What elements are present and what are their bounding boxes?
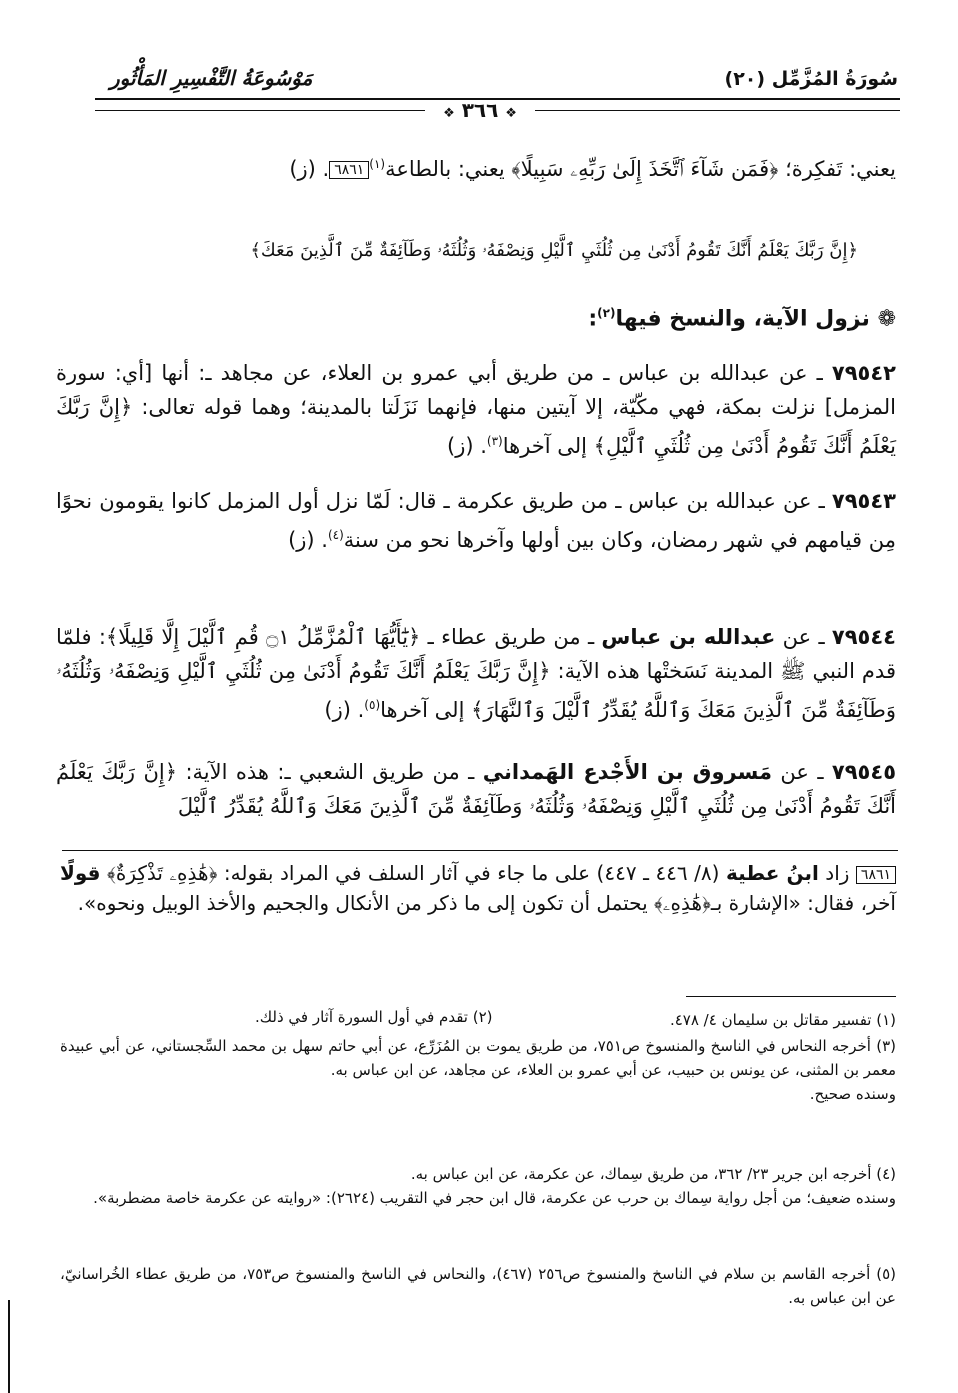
- narration-suffix: . (ز): [324, 698, 365, 722]
- footnote-marker: (٣): [486, 434, 503, 448]
- intro-text: يعني: تَفكِرة؛ ﴿فَمَن شَآءَ ٱتَّخَذَ إِلَىٰ رَبِّهِۦ سَبِيلًا﴾ يعني: بالطاعة: [385, 157, 896, 181]
- footnote-2: (٢) تقدم في أول السورة آثار في ذلك.: [255, 1008, 493, 1026]
- section-heading-text: نزول الآية، والنسخ فيها: [615, 306, 870, 332]
- ornament-icon: ❖: [443, 106, 455, 121]
- narration-paragraph: [56, 356, 896, 463]
- footnote-5: (٥) أخرجه القاسم بن سلام في الناسخ والمنسوخ ص٢٥٦ (٤٦٧)، والنحاس في الناسخ والمنسوخ ص٧٥٣، من طريق عطاء الخُراسانيّ، عن ابن عباس به.: [60, 1265, 896, 1307]
- narration-text: ـ عن: [775, 625, 832, 649]
- footnote-marker: (٢): [597, 306, 616, 320]
- narration-text: ـ عن عبدالله بن عباس ـ من طريق أبي عمرو بن العلاء، عن مجاهد ـ: أنها [أي: سورة المزمل] نزلت بمكة، فهي مكّيّة، إلا آيتين منها، فإنهما نَزَلَتا بالمدينة؛ وهما قوله تعالى: ﴿إِنَّ رَبَّكَ يَعْلَمُ أَنَّكَ تَقُومُ أَدْنَىٰ مِن ثُلُثَيِ ٱلَّيْلِ﴾ إلى آخرها: [56, 361, 896, 458]
- narration-suffix: . (ز): [288, 528, 328, 552]
- narrator-name: عبدالله بن عباس: [601, 625, 776, 649]
- footnote-4-grade: وسنده ضعيف؛ من أجل رواية سِماك بن حرب عن عكرمة، قال ابن حجر في التقريب (٢٦٢٤): «روايته عن عكرمة خاصة مضطربة».: [93, 1189, 896, 1207]
- book-title: مَوْسُوعَةُ التَّفْسِيرِ المَأْثُور: [110, 66, 313, 90]
- editorial-note: [60, 858, 896, 918]
- page-number: ٣٦٦: [461, 98, 499, 122]
- scholar-name: ابنُ عطية: [725, 861, 819, 885]
- reference-box: ٦٨٦١: [329, 161, 369, 179]
- note-text: زاد: [818, 861, 856, 885]
- footnote-3: [60, 1034, 896, 1106]
- intro-line: [289, 147, 896, 186]
- intro-suffix: . (ز): [289, 157, 330, 181]
- narration-text: ـ عن عبدالله بن عباس ـ من طريق عكرمة ـ قال: لَمّا نزل أول المزمل كانوا يقومون نحوًا مِن قيامهم في شهر رمضان، وكان بين أولها وآخرها نحو من سنة: [56, 489, 896, 552]
- footnote-3-grade: وسنده صحيح.: [809, 1085, 896, 1103]
- surah-title: سُورَةُ المُزَّمِّل (٢٠): [724, 68, 898, 90]
- heading-colon: :: [588, 306, 598, 332]
- narrator-name: مَسروق بن الأَجْدع الهَمداني: [482, 760, 772, 784]
- narration-suffix: . (ز): [447, 434, 487, 458]
- narration-paragraph: [56, 620, 896, 727]
- narration-text-cont: ـ من طريق عطاء ـ ﴿يَٰٓأَيُّهَا ٱلْمُزَّمِّلُ ۝١ قُمِ ٱلَّيْلَ إِلَّا قَلِيلًا﴾: فلمّا قدم النبي ﷺ المدينة نَسَختْها هذه الآية: ﴿إِنَّ رَبَّكَ يَعْلَمُ أَنَّكَ تَقُومُ أَدْنَىٰ مِن ثُلُثَيِ ٱلَّيْلِ وَنِصْفَهُۥ وَثُلُثَهُۥ وَطَآئِفَةٌ مِّنَ ٱلَّذِينَ مَعَكَ وَٱللَّهُ يُقَدِّرُ ٱلَّيْلَ وَٱلنَّهَارَ﴾ إلى آخرها: [56, 625, 896, 722]
- narration-number: ٧٩٥٤٣: [831, 489, 896, 513]
- footnote-4-source: (٤) أخرجه ابن جرير ٢٣/ ٣٦٢، من طريق سِماك، عن عكرمة، عن ابن عباس به.: [410, 1165, 896, 1183]
- narration-paragraph: [56, 755, 896, 823]
- footnote-1: (١) تفسير مقاتل بن سليمان ٤/ ٤٧٨.: [669, 1011, 896, 1029]
- footnote-marker: (١): [369, 157, 386, 171]
- narration-text: ـ عن: [771, 760, 832, 784]
- section-heading: [588, 306, 896, 331]
- narration-paragraph: [56, 484, 896, 557]
- narration-number: ٧٩٥٤٤: [831, 625, 896, 649]
- footnote-rule: [686, 996, 896, 997]
- note-text-end: آخر، فقال: «الإشارة بـ﴿هَٰذِهِۦ﴾ يحتمل أن تكون إلى ما ذكر من الأنكال والجحيم والأخذ الوبيل ونحوه».: [77, 891, 896, 915]
- scan-edge: [8, 1300, 10, 1393]
- narration-number: ٧٩٥٤٥: [831, 760, 897, 784]
- narration-text-cont: ـ من طريق الشعبي ـ: هذه الآية: ﴿إِنَّ رَبَّكَ يَعْلَمُ أَنَّكَ تَقُومُ أَدْنَىٰ مِن ثُلُثَيِ ٱلَّيْلِ وَنِصْفَهُۥ وَثُلُثَهُۥ وَطَآئِفَةٌ مِّنَ ٱلَّذِينَ مَعَكَ وَٱللَّهُ يُقَدِّرُ ٱلَّيْلَ: [56, 760, 896, 818]
- ayah-line: ﴿إِنَّ رَبَّكَ يَعْلَمُ أَنَّكَ تَقُومُ أَدْنَىٰ مِن ثُلُثَيِ ٱلَّيْلِ وَنِصْفَهُۥ وَثُلُثَهُۥ وَطَآئِفَةٌ مِّنَ ٱلَّذِينَ مَعَكَ﴾: [250, 240, 858, 261]
- note-separator: [62, 850, 898, 851]
- page-number-block: [428, 98, 532, 122]
- reference-box: ٦٨٦١: [856, 866, 896, 884]
- header-rule-right: [535, 110, 900, 111]
- note-bold-word: قولًا: [60, 861, 101, 885]
- narration-number: ٧٩٥٤٢: [831, 361, 896, 385]
- header-rule-left: [95, 110, 425, 111]
- footnote-marker: (٥): [364, 698, 381, 712]
- note-text-cont: (٨/ ٤٤٦ ـ ٤٤٧) على ما جاء في آثار السلف في المراد بقوله: ﴿هَٰذِهِۦ تَذْكِرَةٌ﴾: [100, 861, 726, 885]
- footnote-4: [60, 1162, 896, 1210]
- footnote-marker: (٤): [327, 528, 344, 542]
- flower-icon: ❁: [877, 306, 896, 332]
- footnote-3-source: (٣) أخرجه النحاس في الناسخ والمنسوخ ص٧٥١، من طريق يموت بن المُزَرِّع، عن أبي حاتم سهل بن محمد السِّجستاني، عن أبي عبيدة معمر بن المثنى، عن يونس بن حبيب، عن أبي عمرو بن العلاء، عن مجاهد، عن ابن عباس به.: [60, 1037, 896, 1079]
- ornament-icon: ❖: [505, 106, 517, 121]
